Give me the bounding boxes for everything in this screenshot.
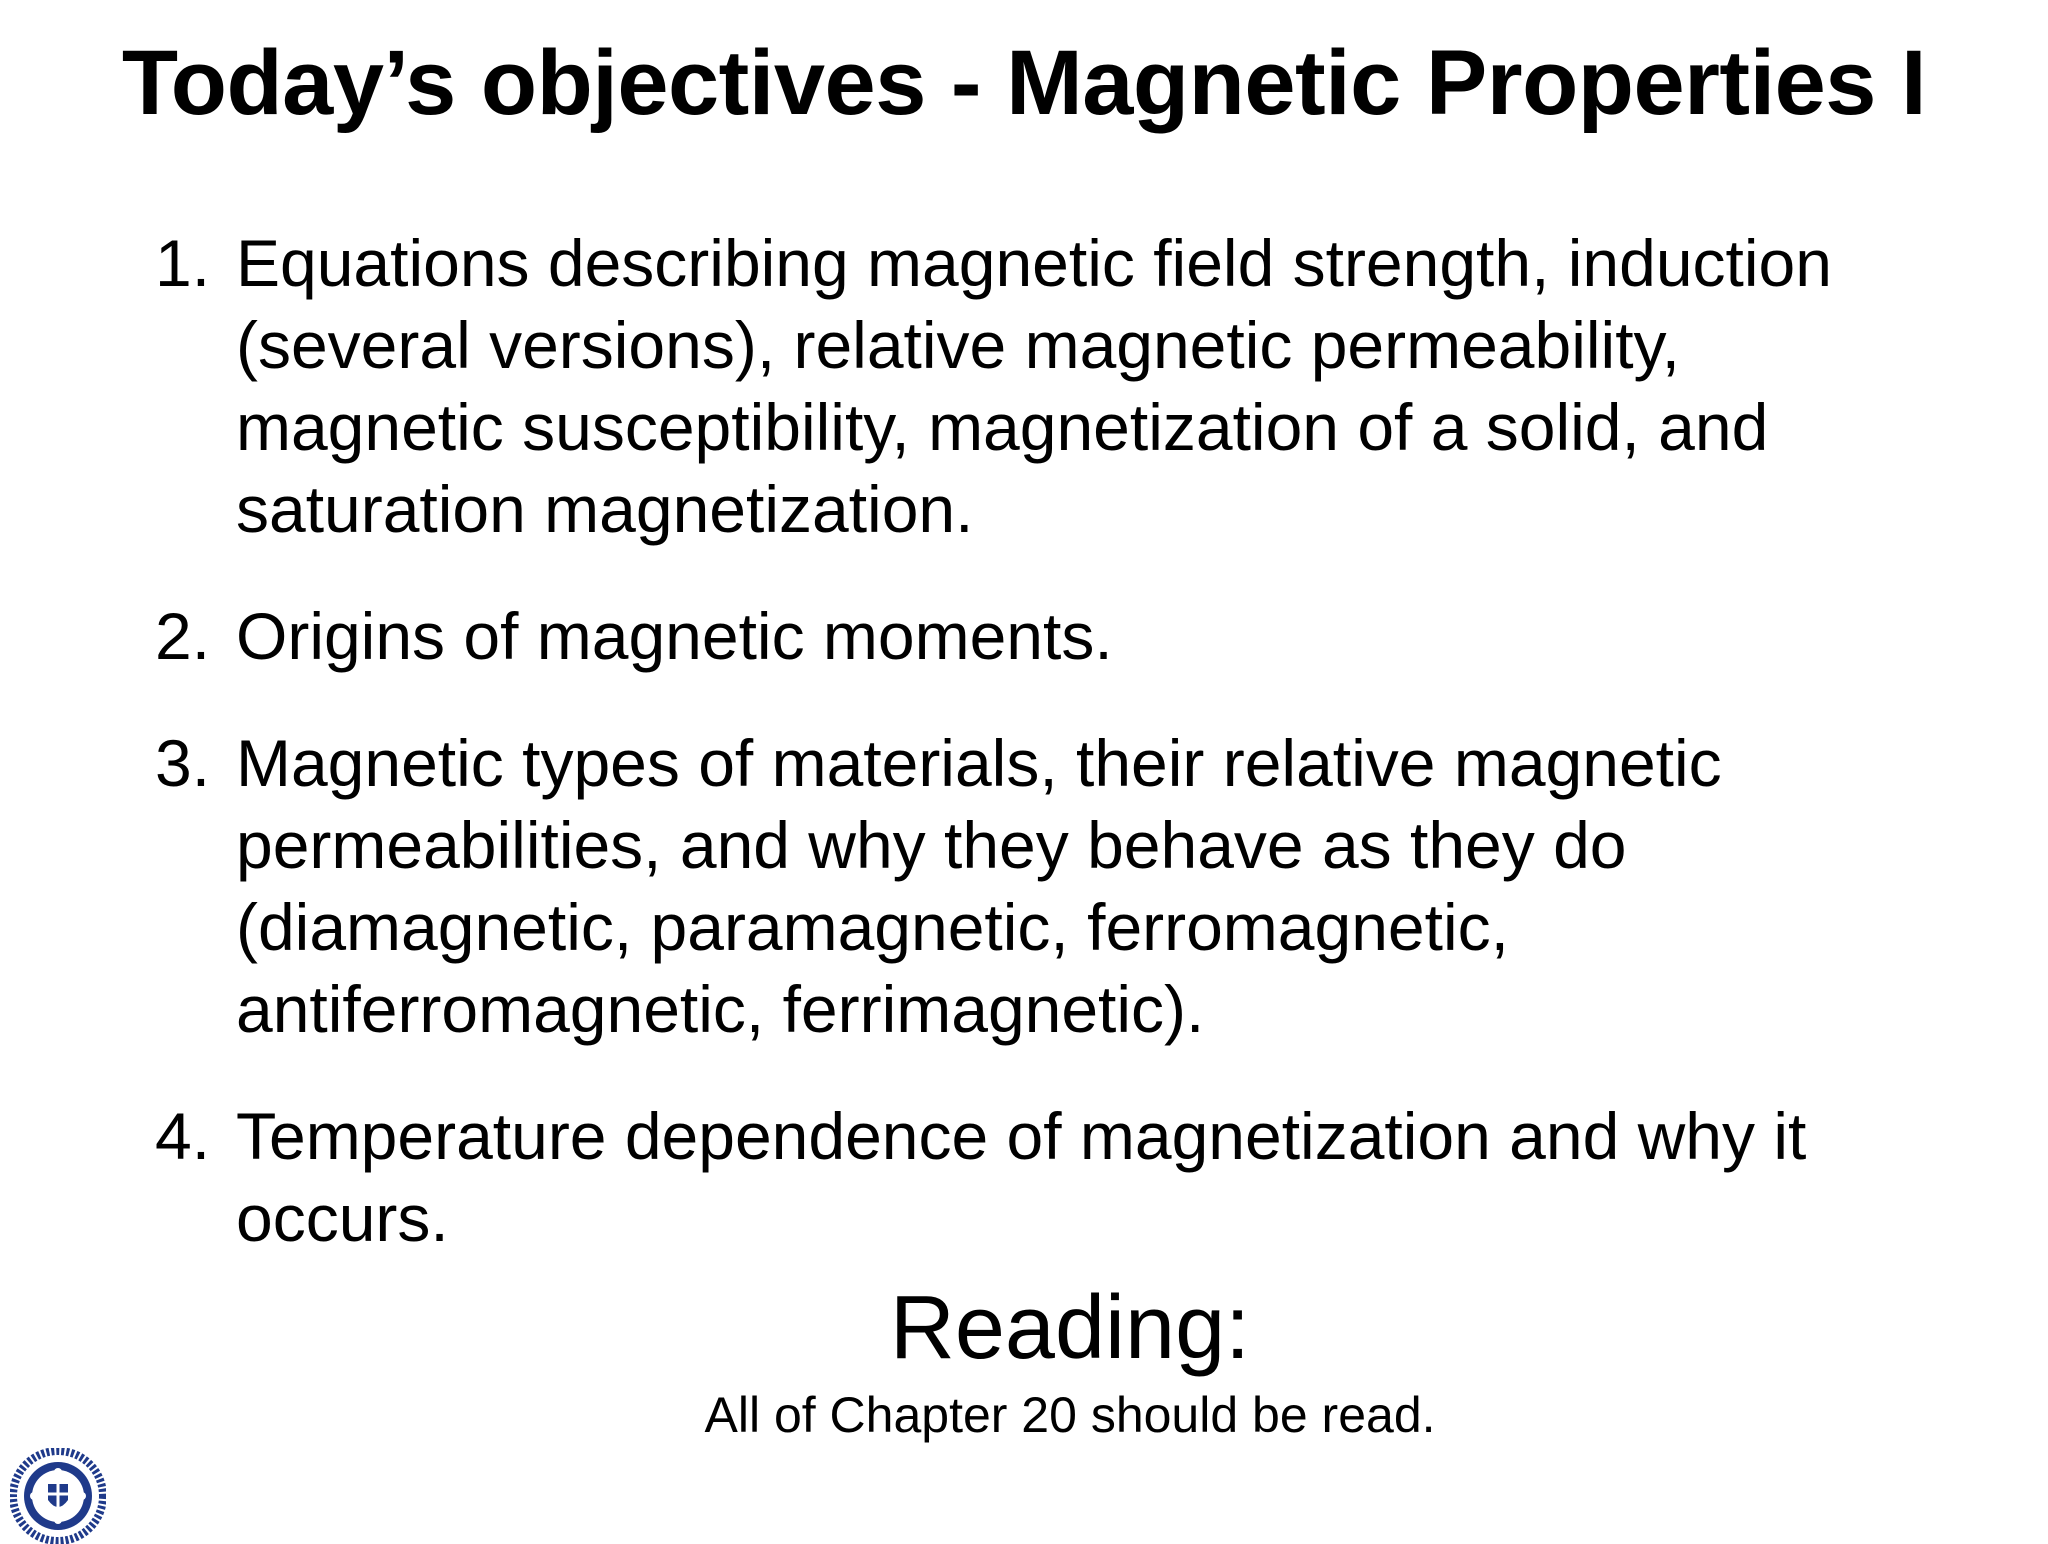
objective-number: 1.	[155, 226, 211, 300]
objective-text: Magnetic types of materials, their relative magnetic permeabilities, and why they behave as they do (diamagnetic, paramagnetic, ferromagnetic, antiferromagnetic, ferrimagnetic).	[236, 726, 1722, 1046]
objectives-list	[155, 222, 1915, 1304]
reading-note: All of Chapter 20 should be read.	[704, 1387, 1436, 1443]
objective-item	[155, 1095, 1915, 1259]
objective-item	[155, 722, 1915, 1050]
objective-text: Equations describing magnetic field strength, induction (several versions), relative magnetic permeability, magnetic susceptibility, magnetization of a solid, and saturation magnetization.	[236, 226, 1832, 546]
reading-heading: Reading:	[889, 1278, 1251, 1378]
objective-text: Origins of magnetic moments.	[236, 599, 1113, 673]
slide-title: Today’s objectives - Magnetic Properties I	[121, 32, 1927, 134]
university-seal-icon	[10, 1448, 106, 1544]
objective-number: 2.	[155, 599, 211, 673]
objective-item	[155, 222, 1915, 550]
objective-item	[155, 595, 1915, 677]
objective-number: 3.	[155, 726, 211, 800]
objective-text: Temperature dependence of magnetization and why it occurs.	[236, 1099, 1807, 1255]
objective-number: 4.	[155, 1099, 211, 1173]
